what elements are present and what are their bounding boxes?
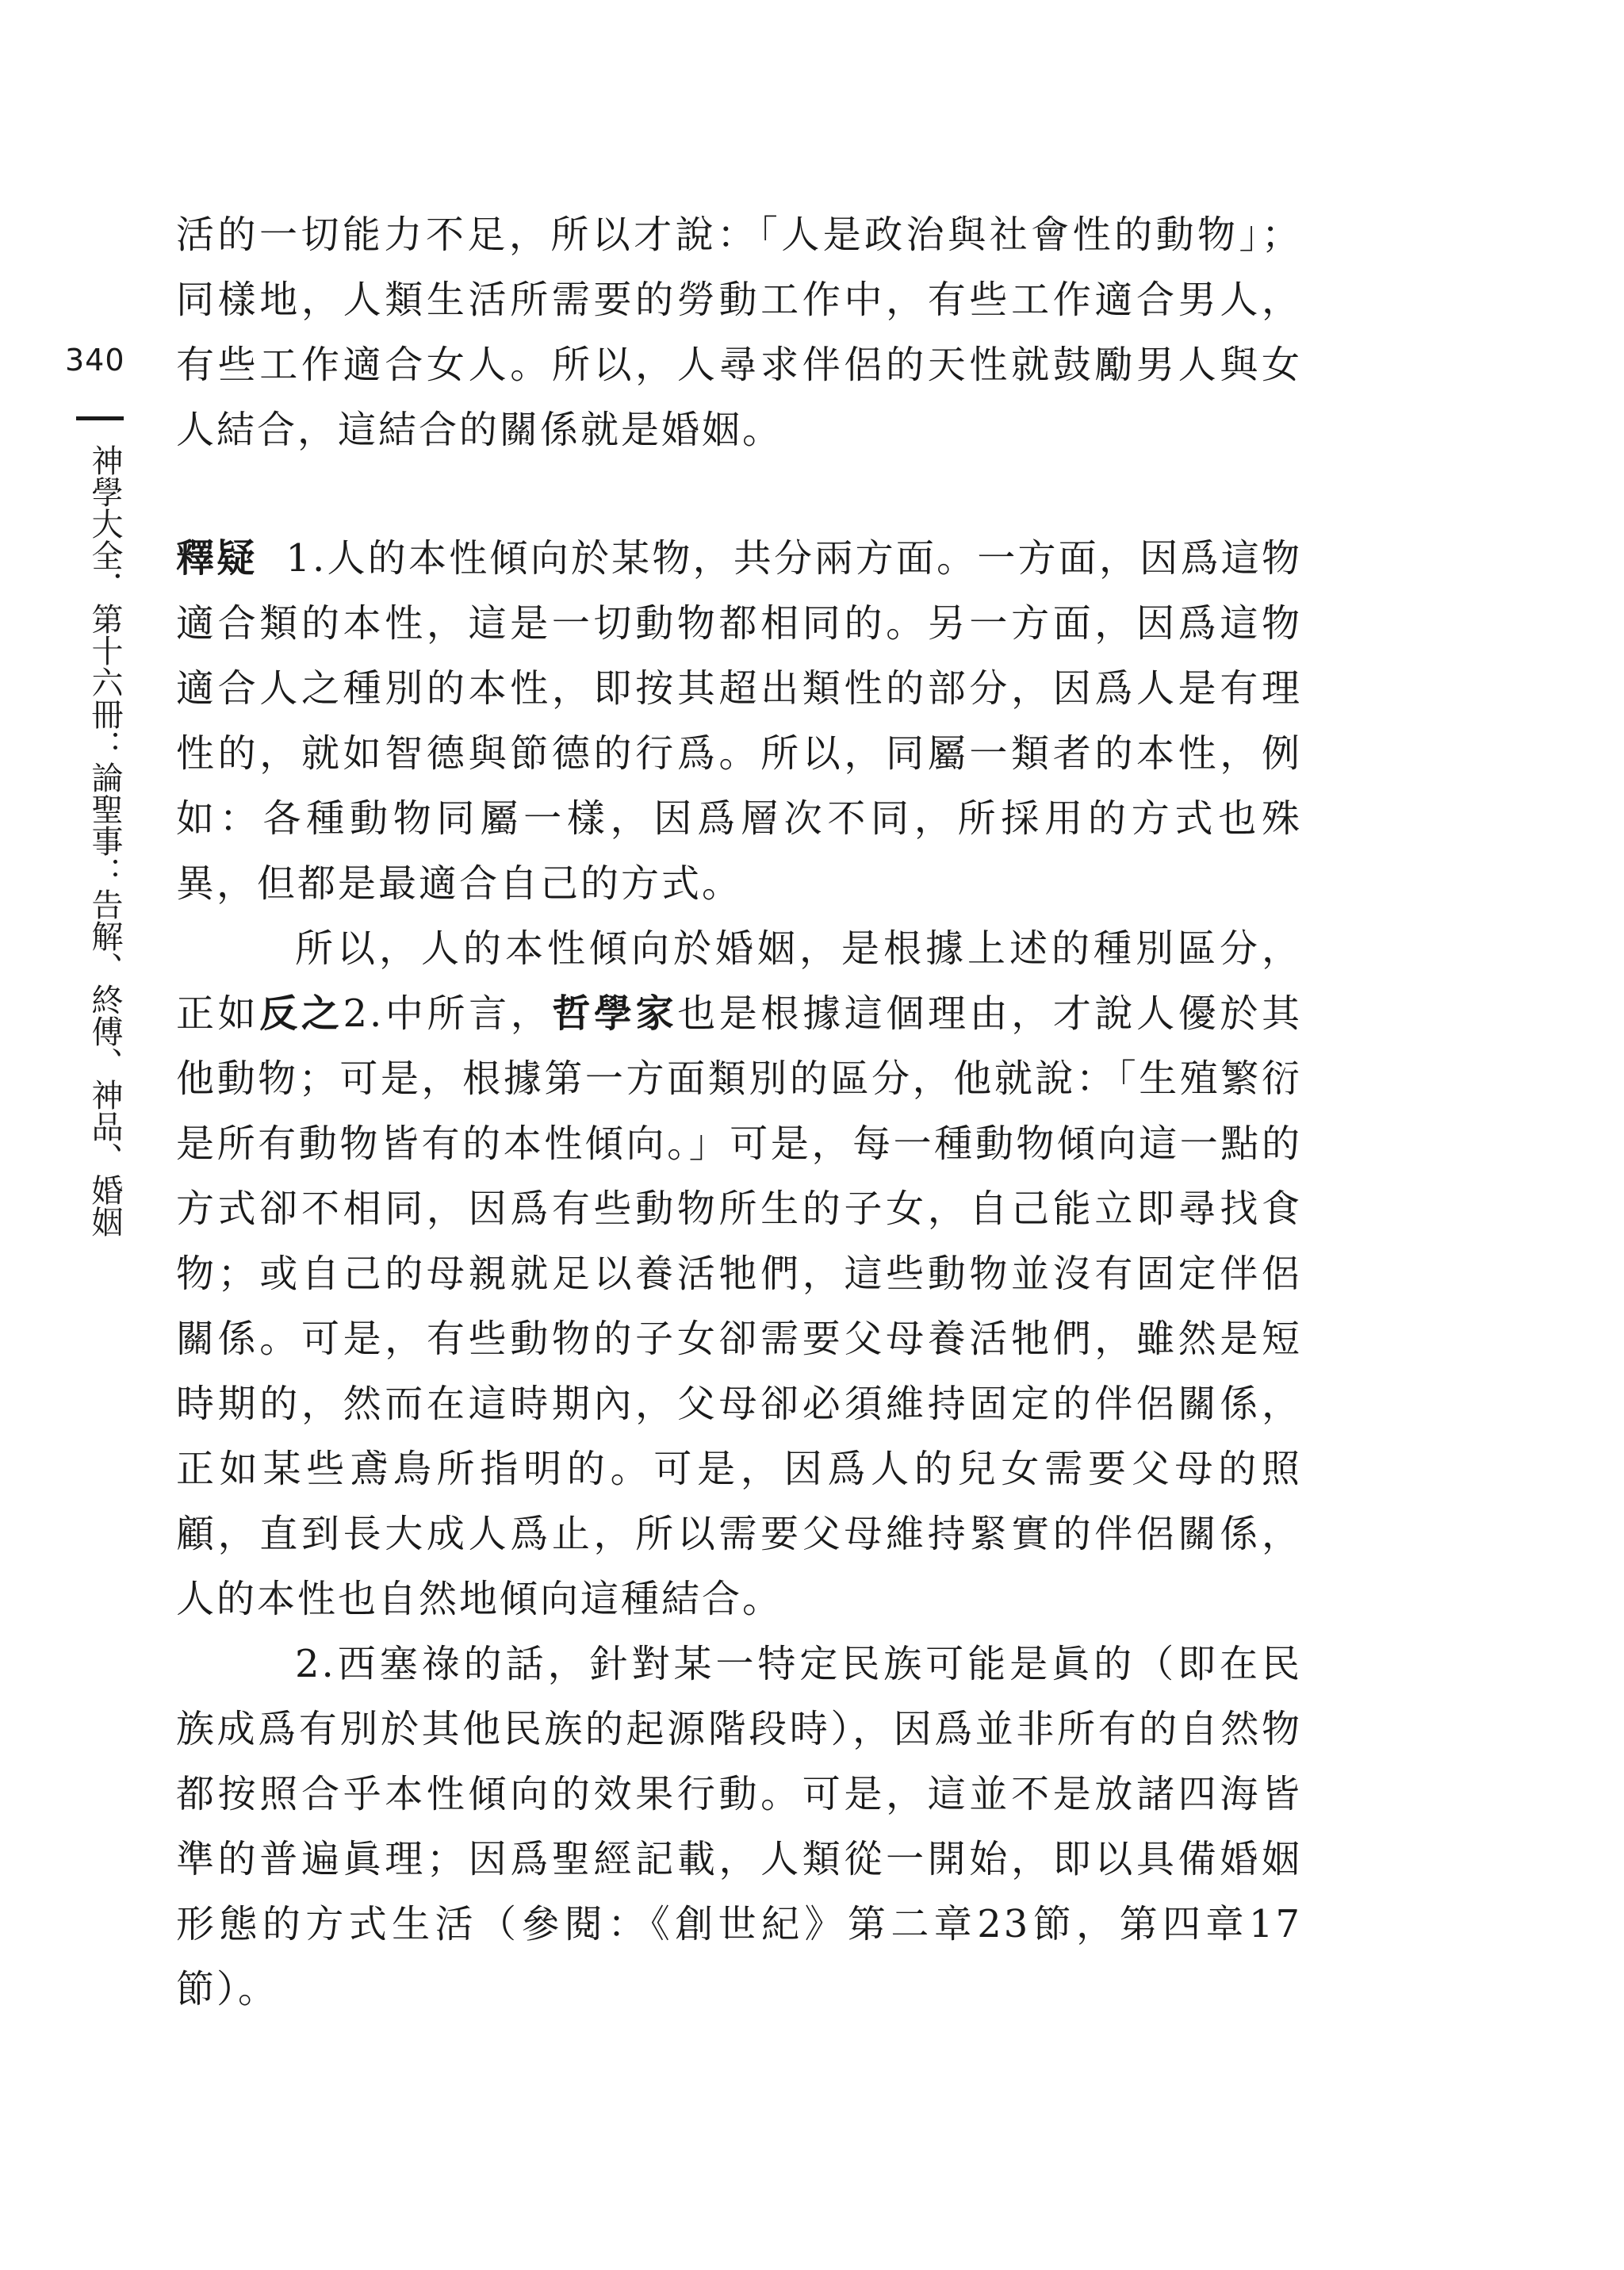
reply-heading: 釋疑: [176, 536, 258, 581]
reply-1-text: 1.人的本性傾向於某物，共分兩方面。一方面，因爲這物適合類的本性，這是一切動物都相同的。另一方面，因爲這物適合人之種別的本性，即按其超出類性的部分，因爲人是有理性的，就如智德與節德的行爲。所以，同屬一類者的本性，例如：各種動物同屬一樣，因爲層次不同，所採用的方式也殊異，但都是最適合自己的方式。: [176, 536, 1302, 906]
body-text: [176, 202, 1302, 2022]
margin-rule: [76, 416, 124, 420]
paragraph-3-part-b: 2.中所言，: [343, 991, 553, 1036]
paragraph-3: [176, 916, 1302, 1632]
paragraph-reply-2: 2.西塞祿的話，針對某一特定民族可能是眞的（即在民族成爲有別於其他民族的起源階段時），因爲並非所有的自然物都按照合乎本性傾向的效果行動。可是，這並不是放諸四海皆準的普遍眞理；因爲聖經記載，人類從一開始，即以具備婚姻形態的方式生活（參閱：《創世紀》第二章23節，第四章17節）。: [176, 1642, 1302, 2011]
emphasis-contra: 反之: [259, 991, 343, 1036]
paragraph-reply-1: [176, 526, 1302, 916]
paragraph-3-part-c: 也是根據這個理由，才說人優於其他動物；可是，根據第一方面類別的區分，他就說：「生殖繁衍是所有動物皆有的本性傾向。」可是，每一種動物傾向這一點的方式卻不相同，因爲有些動物所生的子女，自己能立即尋找食物；或自己的母親就足以養活牠們，這些動物並沒有固定伴侶關係。可是，有些動物的子女卻需要父母養活牠們，雖然是短時期的，然而在這時期內，父母卻必須維持固定的伴侶關係，正如某些鳶鳥所指明的。可是，因爲人的兒女需要父母的照顧，直到長大成人爲止，所以需要父母維持緊實的伴侶關係，人的本性也自然地傾向這種結合。: [176, 991, 1302, 1621]
paragraph-3-part-a: 所以，人的本性傾向於婚姻，是根據上述的種別區分，正如: [176, 926, 1302, 1036]
paragraph-1: 活的一切能力不足，所以才說：「人是政治與社會性的動物」；同樣地，人類生活所需要的勞動工作中，有些工作適合男人，有些工作適合女人。所以，人尋求伴侶的天性就鼓勵男人與女人結合，這結合的關係就是婚姻。: [176, 213, 1302, 452]
emphasis-philosopher: 哲學家: [552, 991, 678, 1036]
running-header: 神學大全．第十六冊：論聖事：告解、終傅、神品、婚姻: [86, 444, 123, 1237]
page-number: 340: [65, 343, 125, 378]
